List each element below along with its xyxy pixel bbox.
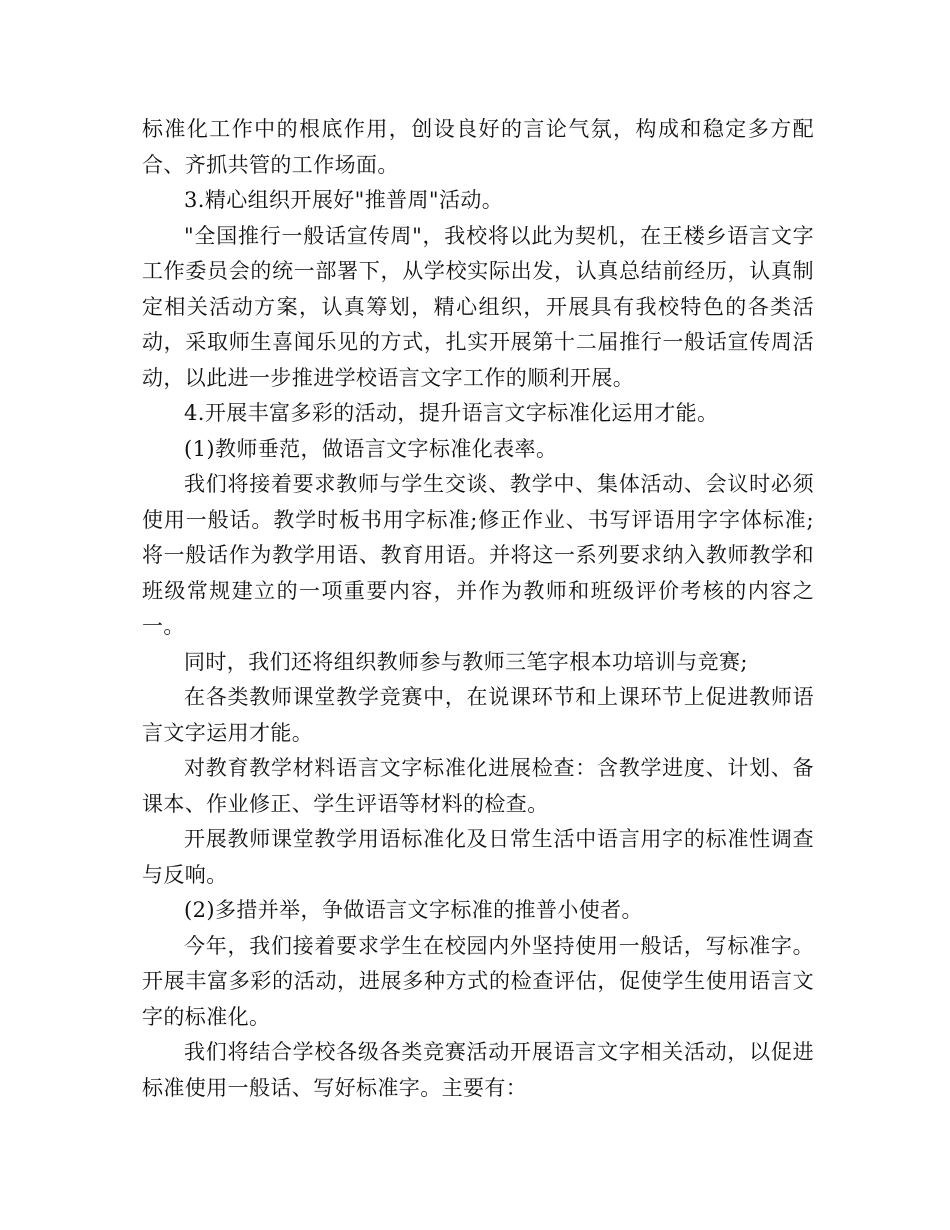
paragraph-3: "全国推行一般话宣传周"，我校将以此为契机，在王楼乡语言文字工作委员会的统一部署下，从学校实际出发，认真总结前经历，认真制定相关活动方案，认真筹划，精心组织，开展具有我校特色的各类活动，采取师生喜闻乐见的方式，扎实开展第十二届推行一般话宣传周活动，以此进一步推进学校语言文字工作的顺利开展。 [142,223,814,390]
paragraph-2: 3.精心组织开展好"推普周"活动。 [184,188,504,212]
paragraph-1: 标准化工作中的根底作用，创设良好的言论气氛，构成和稳定多方配合、齐抓共管的工作场面。 [142,117,814,177]
paragraph-4: 4.开展丰富多彩的活动，提升语言文字标准化运用才能。 [184,401,719,425]
paragraph-7: 同时，我们还将组织教师参与教师三笔字根本功培训与竞赛; [184,649,748,674]
paragraph-12: 今年，我们接着要求学生在校园内外坚持使用一般话，写标准字。开展丰富多彩的活动，进展多种方式的检查评估，促使学生使用语言文字的标准化。 [142,933,814,1029]
paragraph-13: 我们将结合学校各级各类竞赛活动开展语言文字相关活动，以促进标准使用一般话、写好标准字。主要有： [142,1040,814,1100]
paragraph-9: 对教育教学材料语言文字标准化进展检查：含教学进度、计划、备课本、作业修正、学生评语等材料的检查。 [142,756,814,816]
paragraph-5: (1)教师垂范，做语言文字标准化表率。 [184,436,558,461]
paragraph-6: 我们将接着要求教师与学生交谈、教学中、集体活动、会议时必须使用一般话。教学时板书用字标准;修正作业、书写评语用字字体标准;将一般话作为教学用语、教育用语。并将这一系列要求纳入教师教学和班级常规建立的一项重要内容，并作为教师和班级评价考核的内容之一。 [142,472,814,638]
paragraph-10: 开展教师课堂教学用语标准化及日常生活中语言用字的标准性调查与反响。 [142,827,814,887]
paragraph-8: 在各类教师课堂教学竞赛中，在说课环节和上课环节上促进教师语言文字运用才能。 [142,685,814,745]
paragraph-11: (2)多措并举，争做语言文字标准的推普小使者。 [184,898,643,922]
document-body [142,112,814,1106]
